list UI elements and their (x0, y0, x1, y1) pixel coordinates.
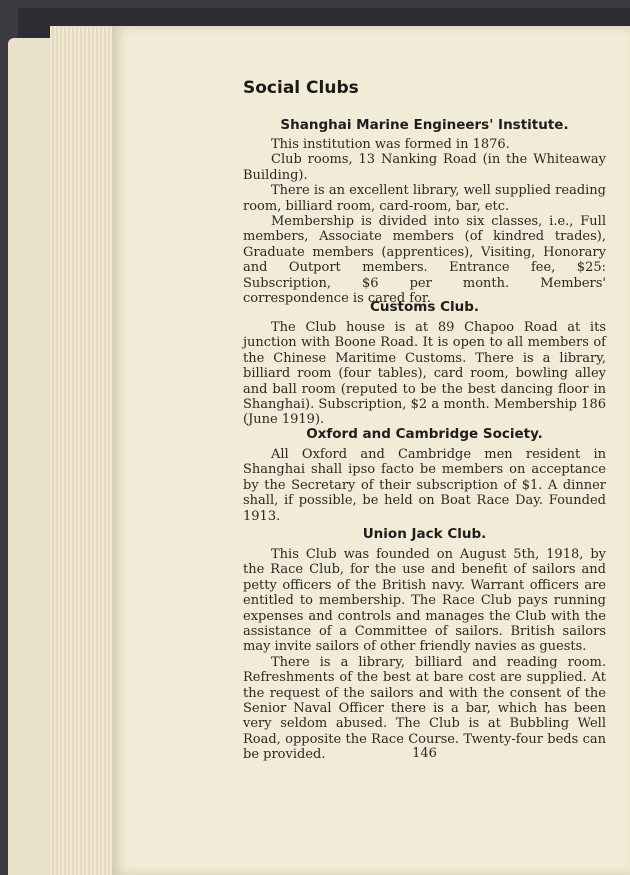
section-title: Customs Club. (369, 299, 480, 315)
section-title: Oxford and Cambridge Society. (306, 426, 543, 442)
section-body (243, 137, 606, 306)
section-body (243, 547, 606, 763)
page-number: 146 (412, 746, 437, 761)
section-body (243, 320, 606, 428)
section-title: Union Jack Club. (362, 526, 487, 542)
paragraph: This Club was founded on August 5th, 1918, by the Race Club, for the use and benefit of sailors and petty officers of the British navy. Warrant officers are entitled to membership. The Race Club pays running expenses and controls and manages the Club with the assistance of a Committee of sailors. British sailors may invite sailors of other friendly navies as guests. (243, 547, 606, 655)
page-heading: Social Clubs (243, 78, 359, 98)
paragraph: There is an excellent library, well supplied reading room, billiard room, card-room, bar, etc. (243, 183, 606, 214)
paragraph: All Oxford and Cambridge men resident in Shanghai shall ipso facto be members on acceptance by the Secretary of their subscription of $1. A dinner shall, if possible, be held on Boat Race Day. Founded 1913. (243, 447, 606, 524)
section-body (243, 447, 606, 524)
paragraph: Club rooms, 13 Nanking Road (in the Whiteaway Building). (243, 152, 606, 183)
paragraph: Membership is divided into six classes, i.e., Full members, Associate members (of kindred trades), Graduate members (apprentices), Visiting, Honorary and Outport members. Entrance fee, $25: Subscription, $6 per month. Members' correspondence is cared for. (243, 214, 606, 307)
section-title: Shanghai Marine Engineers' Institute. (280, 117, 569, 133)
paragraph: The Club house is at 89 Chapoo Road at its junction with Boone Road. It is open to all members of the Chinese Maritime Customs. There is a library, billiard room (four tables), card room, bowling alley and ball room (reputed to be the best dancing floor in Shanghai). Subscription, $2 a month. Membership 186 (June 1919). (243, 320, 606, 428)
paragraph: This institution was formed in 1876. (271, 137, 510, 152)
paragraph: There is a library, billiard and reading room. Refreshments of the best at bare cost are supplied. At the request of the sailors and with the consent of the Senior Naval Officer there is a bar, which has been very seldom abused. The Club is at Bubbling Well Road, opposite the Race Course. Twenty-four beds can be provided. (243, 654, 606, 763)
